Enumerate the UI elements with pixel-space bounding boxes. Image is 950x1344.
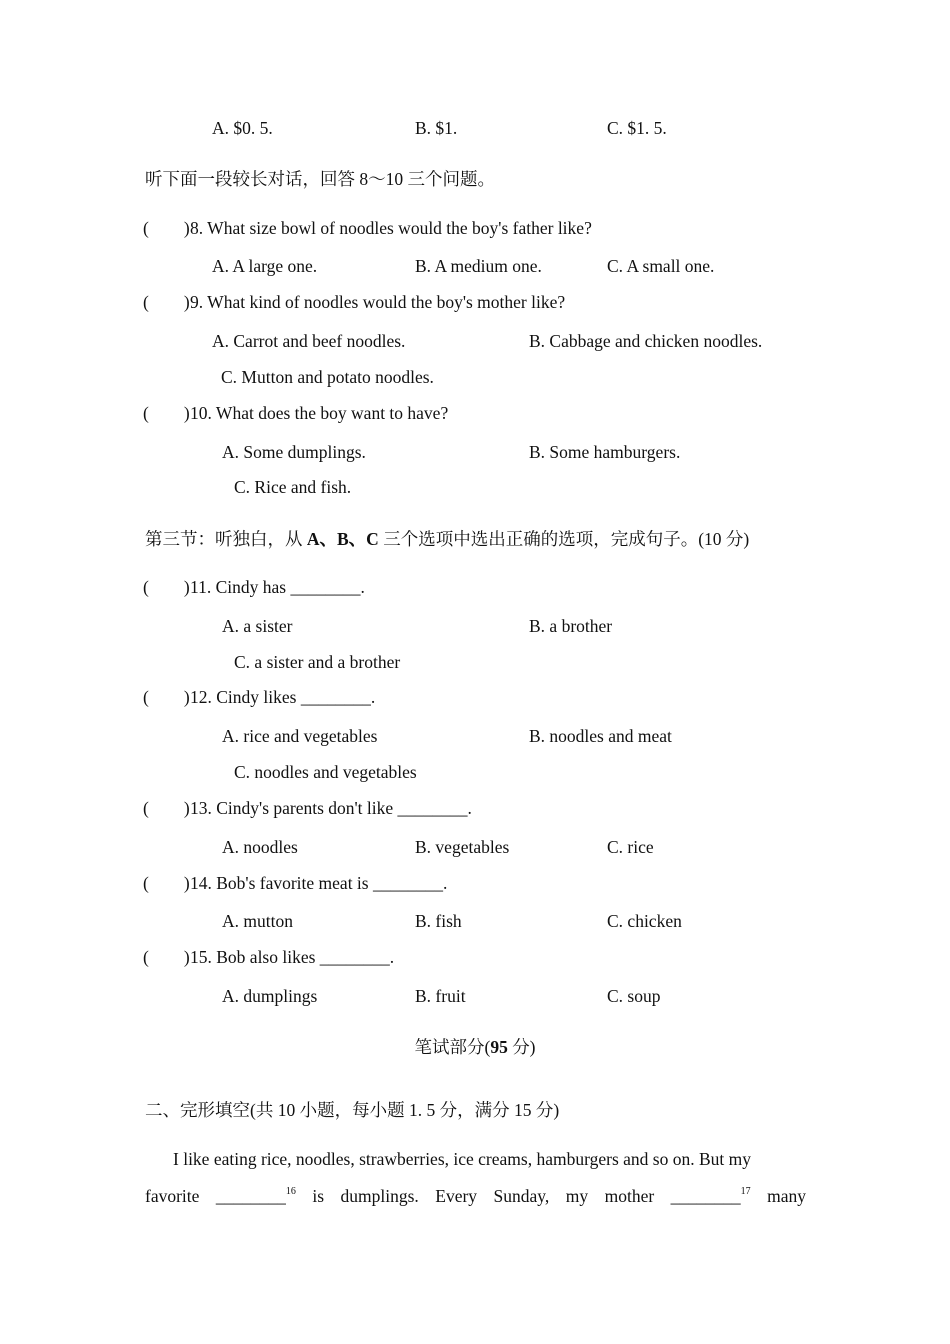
q9-option-b: B. Cabbage and chicken noodles. xyxy=(529,331,763,351)
instruction-8-10: 听下面一段较长对话，回答 8～10 三个问题。 xyxy=(145,169,495,189)
blank-16[interactable] xyxy=(216,1186,296,1206)
blank-17-number: 17 xyxy=(740,1186,751,1197)
passage-word: mother xyxy=(604,1186,655,1206)
question-10: 10. What does the boy want to have? xyxy=(190,403,449,423)
written-title-prefix: 笔试部分( xyxy=(414,1037,491,1057)
answer-paren-8: ( ) xyxy=(143,218,190,238)
passage-line-2 xyxy=(145,1185,806,1207)
answer-paren-12: ( ) xyxy=(143,687,190,707)
question-13: 13. Cindy's parents don't like ________. xyxy=(190,798,472,818)
written-title-score: 95 xyxy=(490,1037,508,1057)
question-9: 9. What kind of noodles would the boy's mother like? xyxy=(190,292,566,312)
q12-option-a: A. rice and vegetables xyxy=(222,726,378,746)
passage-word: Sunday, xyxy=(493,1186,550,1206)
answer-paren-15: ( ) xyxy=(143,947,190,967)
q10-option-a: A. Some dumplings. xyxy=(222,442,366,462)
answer-paren-13: ( ) xyxy=(143,798,190,818)
blank-17-line: ________ xyxy=(670,1186,741,1206)
passage-word: Every xyxy=(435,1186,478,1206)
q9-option-a: A. Carrot and beef noodles. xyxy=(212,331,406,351)
q7-option-c: C. $1. 5. xyxy=(607,118,667,138)
passage-word: dumplings. xyxy=(340,1186,419,1206)
q15-option-b: B. fruit xyxy=(415,986,466,1006)
q13-option-b: B. vegetables xyxy=(415,837,510,857)
q8-option-a: A. A large one. xyxy=(212,256,318,276)
q10-option-b: B. Some hamburgers. xyxy=(529,442,681,462)
answer-paren-14: ( ) xyxy=(143,873,190,893)
q12-option-c: C. noodles and vegetables xyxy=(234,762,417,782)
q8-option-c: C. A small one. xyxy=(607,256,715,276)
q15-option-c: C. soup xyxy=(607,986,661,1006)
blank-17[interactable] xyxy=(671,1186,751,1206)
q13-option-c: C. rice xyxy=(607,837,654,857)
written-part-title xyxy=(0,1036,950,1058)
section-3-heading xyxy=(145,528,749,550)
question-11: 11. Cindy has ________. xyxy=(190,577,365,597)
blank-16-line: ________ xyxy=(215,1186,286,1206)
written-title-suffix: 分) xyxy=(507,1037,536,1057)
q14-option-b: B. fish xyxy=(415,911,462,931)
q7-option-b: B. $1. xyxy=(415,118,458,138)
answer-paren-9: ( ) xyxy=(143,292,190,312)
q12-option-b: B. noodles and meat xyxy=(529,726,672,746)
q7-option-a: A. $0. 5. xyxy=(212,118,273,138)
section-cloze-heading: 二、完形填空(共 10 小题，每小题 1. 5 分，满分 15 分) xyxy=(145,1100,560,1120)
passage-word: favorite xyxy=(145,1186,200,1206)
q15-option-a: A. dumplings xyxy=(222,986,318,1006)
section-3-suffix: 三个选项中选出正确的选项，完成句子。(10 分) xyxy=(378,529,750,549)
q13-option-a: A. noodles xyxy=(222,837,298,857)
q9-option-c: C. Mutton and potato noodles. xyxy=(221,367,434,387)
answer-paren-10: ( ) xyxy=(143,403,190,423)
passage-word: my xyxy=(565,1186,589,1206)
section-3-letters: A、B、C xyxy=(306,529,379,549)
q14-option-c: C. chicken xyxy=(607,911,682,931)
q14-option-a: A. mutton xyxy=(222,911,293,931)
q10-option-c: C. Rice and fish. xyxy=(234,477,352,497)
q11-option-a: A. a sister xyxy=(222,616,293,636)
passage-word: many xyxy=(767,1186,806,1206)
question-8: 8. What size bowl of noodles would the boy's father like? xyxy=(190,218,592,238)
question-14: 14. Bob's favorite meat is ________. xyxy=(190,873,448,893)
answer-paren-11: ( ) xyxy=(143,577,190,597)
passage-line-1: I like eating rice, noodles, strawberries, ice creams, hamburgers and so on. But my xyxy=(173,1149,751,1169)
passage-word: is xyxy=(312,1186,325,1206)
question-12: 12. Cindy likes ________. xyxy=(190,687,376,707)
q11-option-c: C. a sister and a brother xyxy=(234,652,401,672)
blank-16-number: 16 xyxy=(285,1186,296,1197)
question-15: 15. Bob also likes ________. xyxy=(190,947,395,967)
section-3-prefix: 第三节：听独白，从 xyxy=(145,529,307,549)
q11-option-b: B. a brother xyxy=(529,616,613,636)
q8-option-b: B. A medium one. xyxy=(415,256,542,276)
